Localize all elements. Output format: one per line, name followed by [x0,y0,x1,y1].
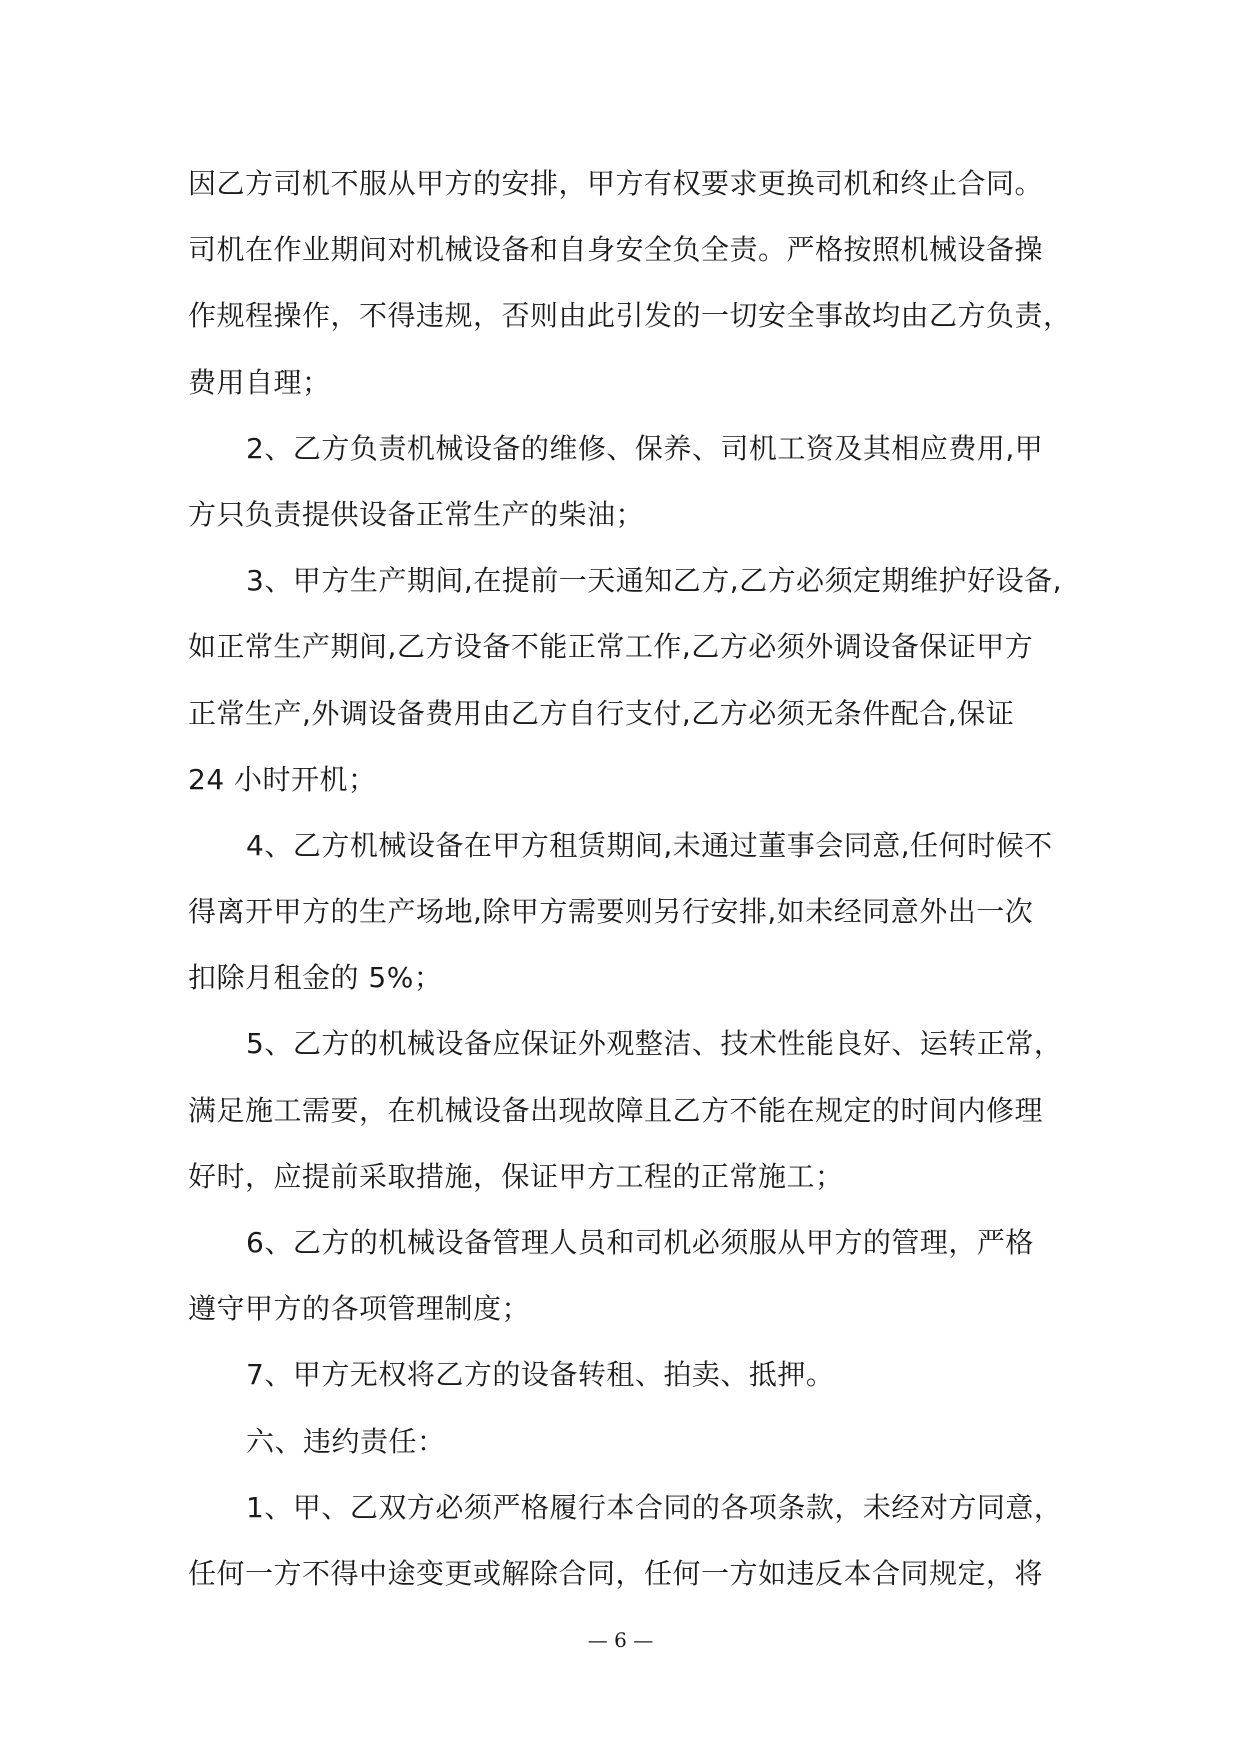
text-line: 作规程操作，不得违规，否则由此引发的一切安全事故均由乙方负责， [188,299,1072,333]
text-line: 任何一方不得中途变更或解除合同，任何一方如违反本合同规定，将 [188,1556,1044,1590]
text-line: 正常生产,外调设备费用由乙方自行支付,乙方必须无条件配合,保证 [188,696,1015,730]
text-line: 6、乙方的机械设备管理人员和司机必须服从甲方的管理，严格 [246,1226,1034,1259]
text-line: 1、甲、乙双方必须严格履行本合同的各项条款，未经对方同意， [246,1490,1063,1524]
text-line: 好时，应提前采取措施，保证甲方工程的正常施工； [188,1159,844,1193]
text-line: 如正常生产期间,乙方设备不能正常工作,乙方必须外调设备保证甲方 [188,630,1034,664]
text-line: 4、乙方机械设备在甲方租赁期间,未通过董事会同意,任何时候不 [246,828,1053,862]
text-line: 扣除月租金的 5%； [188,961,443,995]
text-line: 2、乙方负责机械设备的维修、保养、司机工资及其相应费用,甲 [246,431,1044,465]
text-line: 24 小时开机； [188,762,377,796]
document-body [188,162,1072,1618]
text-line: 方只负责提供设备正常生产的柴油； [188,497,645,531]
text-line: 满足施工需要，在机械设备出现故障且乙方不能在规定的时间内修理 [188,1093,1044,1127]
text-line: 六、违约责任： [246,1424,446,1458]
text-line: 因乙方司机不服从甲方的安排，甲方有权要求更换司机和终止合同。 [188,167,1044,200]
text-line: 3、甲方生产期间,在提前一天通知乙方,乙方必须定期维护好设备, [246,564,1063,598]
text-line: 7、甲方无权将乙方的设备转租、拍卖、抵押。 [246,1358,835,1392]
page-number: — 6 — [587,1628,654,1652]
text-line: 遵守甲方的各项管理制度； [188,1292,531,1326]
text-line: 司机在作业期间对机械设备和自身安全负全责。严格按照机械设备操 [188,233,1044,267]
text-line: 费用自理； [188,365,331,399]
text-line: 5、乙方的机械设备应保证外观整洁、技术性能良好、运转正常， [246,1027,1063,1061]
text-line: 得离开甲方的生产场地,除甲方需要则另行安排,如未经同意外出一次 [188,895,1034,929]
